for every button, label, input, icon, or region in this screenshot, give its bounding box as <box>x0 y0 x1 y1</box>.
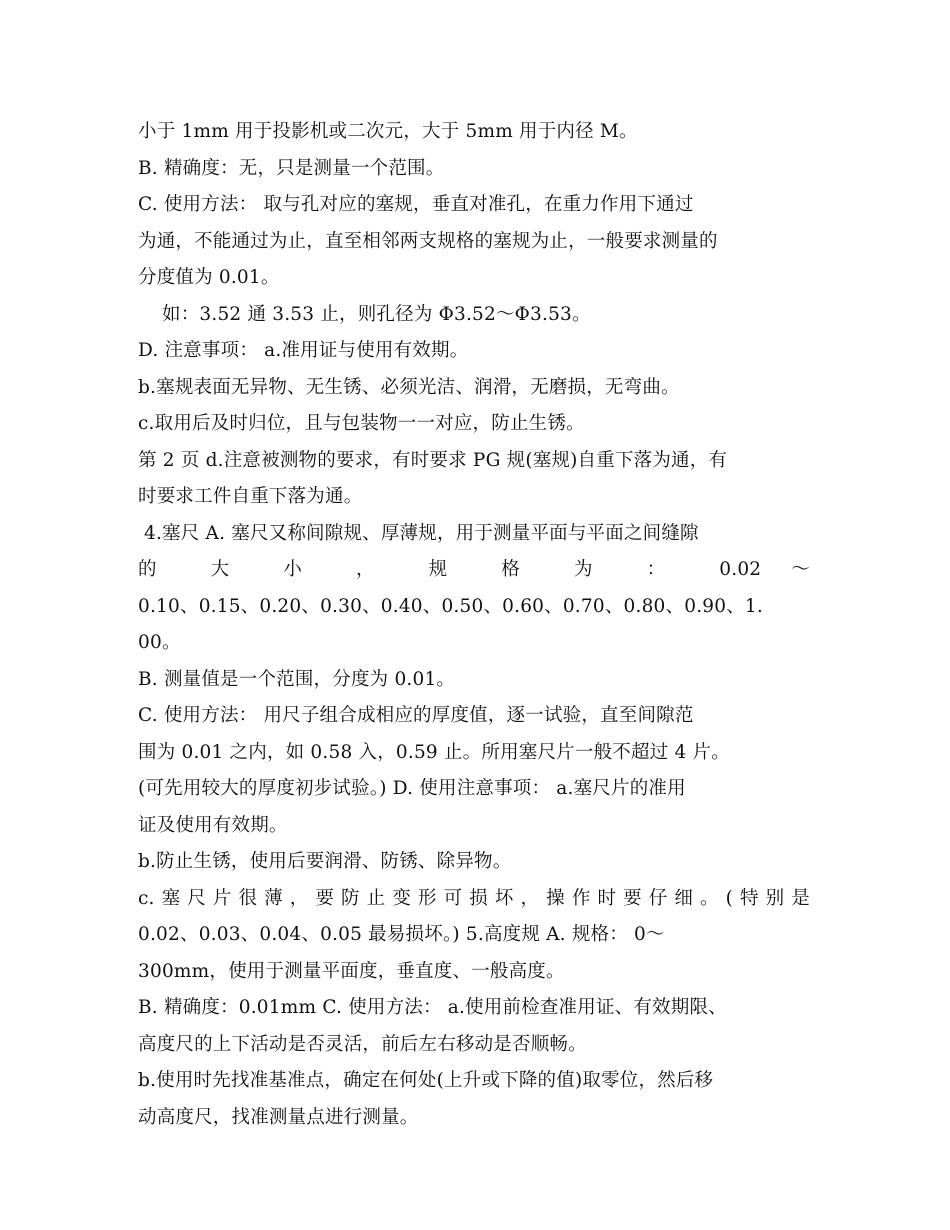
text-line: 4.塞尺 A. 塞尺又称间隙规、厚薄规，用于测量平面与平面之间缝隙 <box>144 522 699 544</box>
text-line: 证及使用有效期。 <box>138 814 288 836</box>
text-line: 0.10、0.15、0.20、0.30、0.40、0.50、0.60、0.70、0.80、0.90、1. <box>138 595 763 617</box>
text-line: b.防止生锈，使用后要润滑、防锈、除异物。 <box>138 851 512 872</box>
text-line: 分度值为 0.01。 <box>138 267 280 288</box>
text-line: 为通，不能通过为止，直至相邻两支规格的塞规为止，一般要求测量的 <box>138 230 718 252</box>
text-line: 时要求工件自重下落为通。 <box>138 486 363 507</box>
text-line: B. 精确度：0.01mm C. 使用方法： a.使用前检查准用证、有效期限、 <box>138 997 727 1018</box>
text-line: (可先用较大的厚度初步试验。) D. 使用注意事项： a.塞尺片的准用 <box>138 778 686 799</box>
text-line: C. 使用方法： 取与孔对应的塞规，垂直对准孔，在重力作用下通过 <box>138 194 694 215</box>
document-body <box>138 114 810 1136</box>
text-line: b.使用时先找准基准点，确定在何处(上升或下降的值)取零位，然后移 <box>138 1070 714 1091</box>
text-line: 00。 <box>138 632 181 653</box>
text-line: 围为 0.01 之内，如 0.58 入，0.59 止。所用塞尺片一般不超过 4 片。 <box>138 741 730 763</box>
text-line: 第 2 页 d.注意被测物的要求，有时要求 PG 规(塞规)自重下落为通，有 <box>138 449 728 471</box>
text-line: C. 使用方法： 用尺子组合成相应的厚度值，逐一试验，直至间隙范 <box>138 705 694 726</box>
text-line: b.塞规表面无异物、无生锈、必须光洁、润滑，无磨损，无弯曲。 <box>138 376 680 398</box>
text-line: 300mm，使用于测量平面度，垂直度、一般高度。 <box>138 960 565 982</box>
text-line: 小于 1mm 用于投影机或二次元，大于 5mm 用于内径 M。 <box>138 121 638 142</box>
text-line: 0.02、0.03、0.04、0.05 最易损坏。) 5.高度规 A. 规格： 0～ <box>138 924 665 945</box>
text-line: c.取用后及时归位，且与包装物一一对应，防止生锈。 <box>138 413 585 434</box>
text-line: 如：3.52 通 3.53 止，则孔径为 Φ3.52～Φ3.53。 <box>162 303 591 325</box>
text-line-justified: 的 大 小 ， 规 格 为 ： 0.02 ～ <box>138 559 810 580</box>
text-line: 动高度尺，找准测量点进行测量。 <box>138 1106 419 1128</box>
text-line: B. 测量值是一个范围，分度为 0.01。 <box>138 668 456 690</box>
text-line: 高度尺的上下活动是否灵活，前后左右移动是否顺畅。 <box>138 1033 587 1055</box>
text-line: D. 注意事项： a.准用证与使用有效期。 <box>138 340 469 361</box>
text-line: B. 精确度：无，只是测量一个范围。 <box>138 157 445 179</box>
text-line-justified: c.塞尺片很薄，要防止变形可损坏，操作时要仔细。(特别是 <box>138 887 810 909</box>
